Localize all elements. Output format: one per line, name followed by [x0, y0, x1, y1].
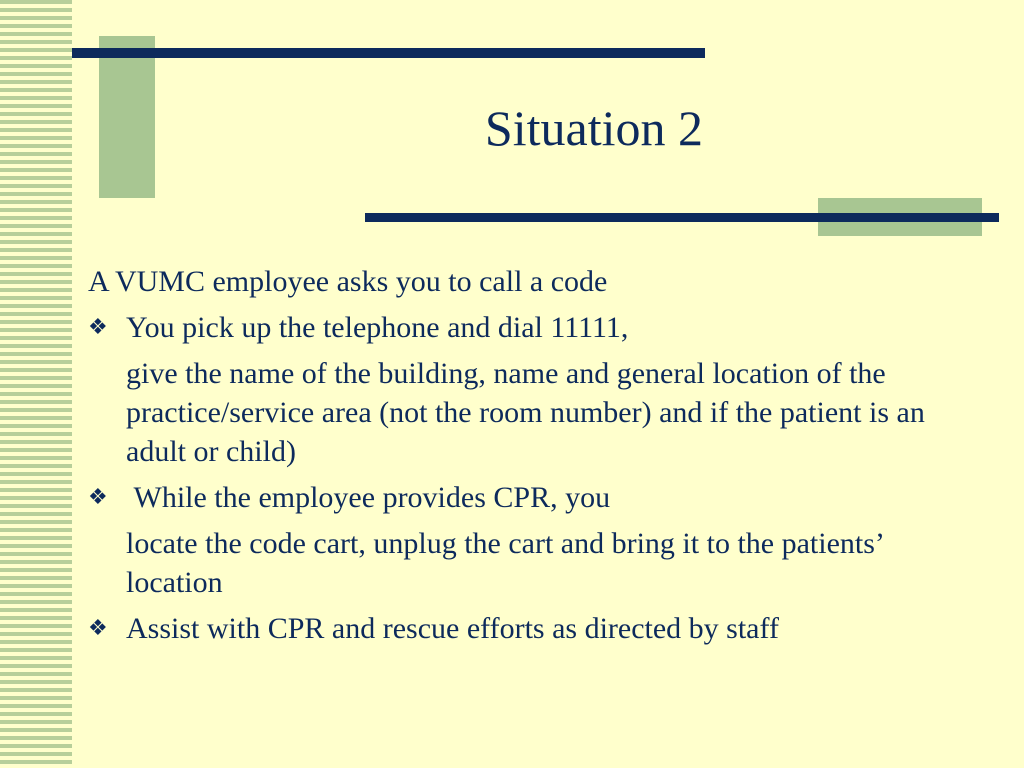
left-stripe-decoration	[0, 0, 72, 768]
top-navy-rule	[72, 48, 705, 58]
bullet-item	[88, 478, 968, 517]
diamond-bullet-icon: ❖	[88, 485, 108, 510]
bullet-text: You pick up the telephone and dial 11111,	[126, 311, 629, 344]
slide-body	[88, 262, 968, 655]
bullet-item	[88, 308, 968, 347]
diamond-bullet-icon: ❖	[88, 616, 108, 641]
bullet-text: Assist with CPR and rescue efforts as directed by staff	[126, 612, 779, 645]
bullet-text: While the employee provides CPR, you	[126, 481, 611, 514]
sub-paragraph: give the name of the building, name and general location of the practice/service area (not the room number) and if the patient is an adult or child)	[126, 357, 925, 468]
green-vertical-bar	[99, 36, 155, 198]
intro-text: A VUMC employee asks you to call a code	[88, 265, 608, 298]
sub-paragraph: locate the code cart, unplug the cart and bring it to the patients’ location	[126, 527, 883, 599]
bullet-item	[88, 609, 968, 648]
diamond-bullet-icon: ❖	[88, 315, 108, 340]
slide-title: Situation 2	[484, 100, 703, 156]
bottom-navy-rule	[365, 213, 999, 222]
